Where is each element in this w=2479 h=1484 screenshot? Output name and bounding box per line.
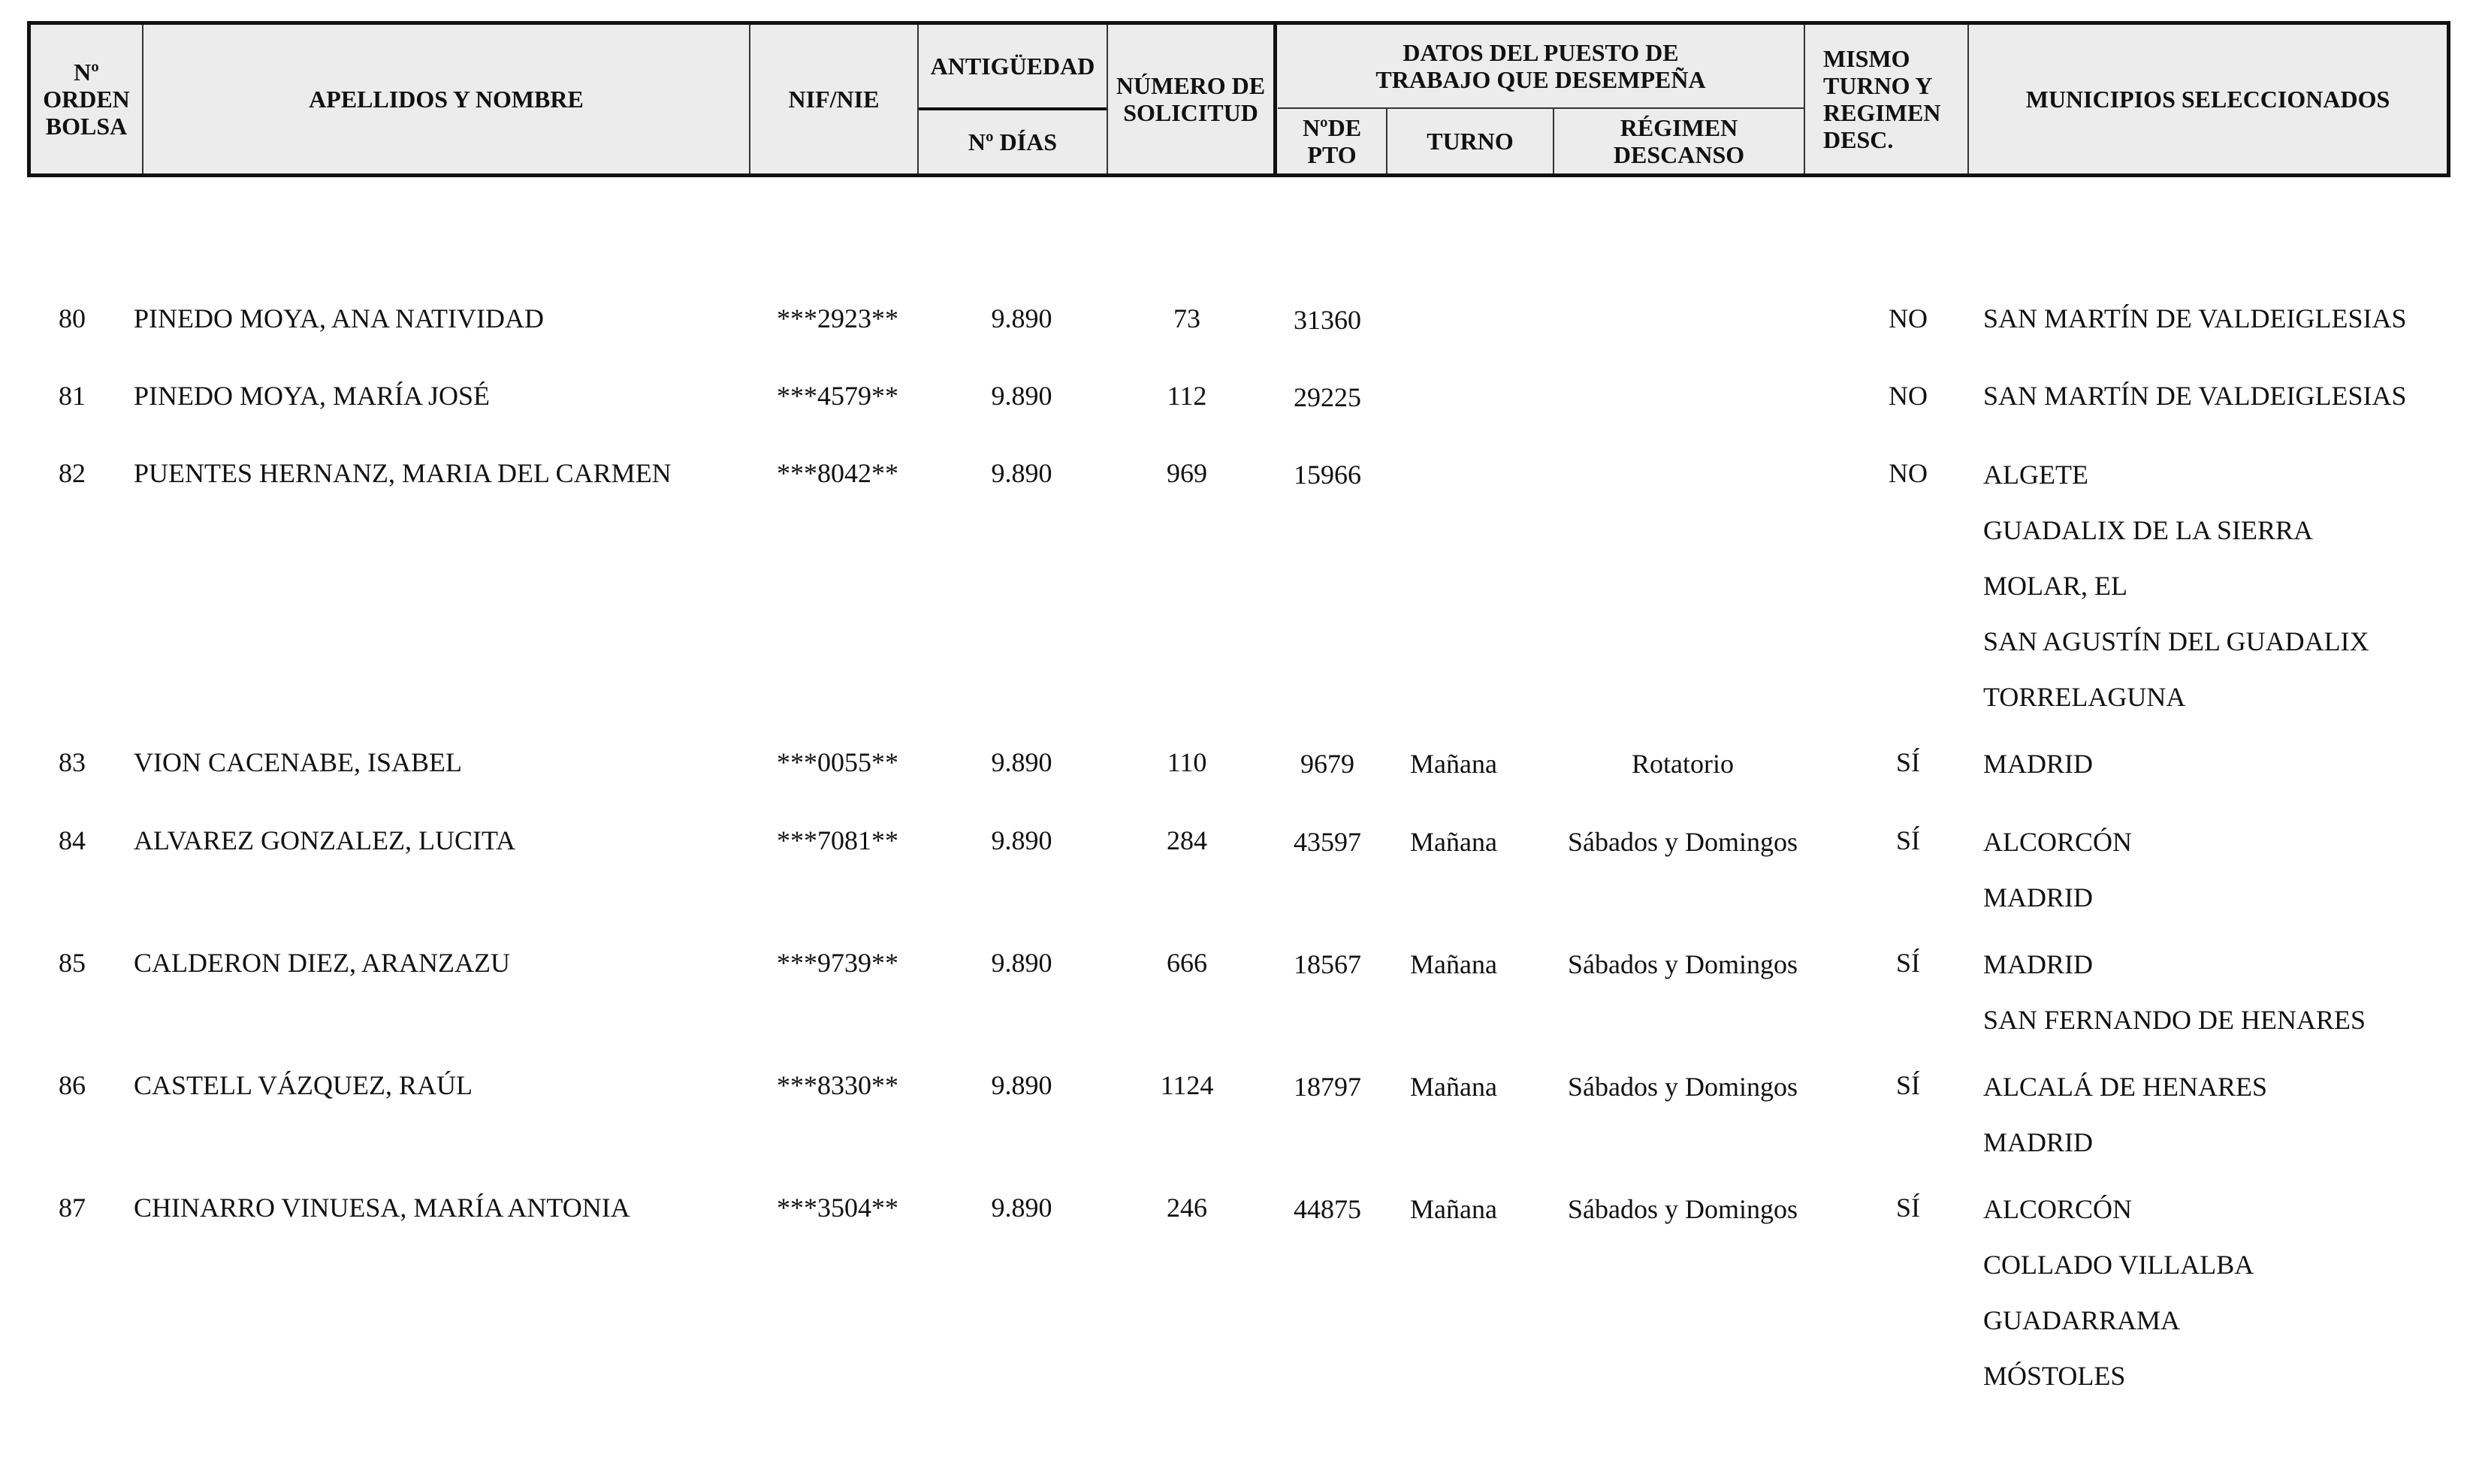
name-cell: PINEDO MOYA, MARÍA JOSÉ	[134, 381, 491, 411]
orden-cell: 87	[59, 1193, 86, 1223]
municipio-item: COLLADO VILLALBA	[1983, 1250, 2254, 1280]
municipio-item: ALCALÁ DE HENARES	[1983, 1072, 2267, 1102]
municipio-item: SAN MARTÍN DE VALDEIGLESIAS	[1983, 381, 2407, 411]
header-antiguedad: ANTIGÜEDAD	[930, 53, 1095, 80]
header-datos-puesto: DATOS DEL PUESTO DE TRABAJO QUE DESEMPEÑA	[1375, 39, 1706, 93]
municipio-item: ALCORCÓN	[1983, 827, 2133, 857]
name-cell: CHINARRO VINUESA, MARÍA ANTONIA	[134, 1193, 630, 1223]
table-header	[27, 21, 2450, 177]
municipio-item: GUADARRAMA	[1983, 1305, 2181, 1335]
nif-cell: ***0055**	[777, 747, 898, 777]
nif-cell: ***4579**	[777, 381, 898, 411]
orden-cell: 83	[59, 747, 86, 777]
regimen-cell: Rotatorio	[1632, 749, 1734, 779]
pto-cell: 18567	[1294, 949, 1361, 979]
solicitud-cell: 284	[1167, 825, 1207, 855]
municipios-cell	[1983, 1194, 2254, 1416]
orden-cell: 84	[59, 825, 86, 855]
pto-cell: 18797	[1294, 1072, 1361, 1102]
solicitud-cell: 1124	[1160, 1070, 1214, 1100]
turno-cell: Mañana	[1410, 1072, 1497, 1102]
mismo-turno-cell: NO	[1889, 381, 1928, 411]
header-dias: Nº DÍAS	[968, 128, 1058, 155]
dias-cell: 9.890	[991, 303, 1052, 333]
nif-cell: ***9739**	[777, 948, 898, 978]
name-cell: VION CACENABE, ISABEL	[134, 747, 462, 777]
dias-cell: 9.890	[991, 825, 1052, 855]
turno-cell: Mañana	[1410, 827, 1497, 857]
mismo-turno-cell: SÍ	[1895, 1070, 1920, 1100]
header-nif: NIF/NIE	[788, 86, 880, 113]
municipio-item: MOLAR, EL	[1983, 571, 2127, 601]
turno-cell: Mañana	[1410, 749, 1497, 779]
nif-cell: ***8330**	[777, 1070, 898, 1100]
orden-cell: 82	[59, 458, 86, 488]
header-orden: Nº ORDEN BOLSA	[43, 59, 130, 140]
municipio-item: SAN AGUSTÍN DEL GUADALIX	[1983, 626, 2369, 656]
municipio-item: MADRID	[1983, 949, 2094, 979]
turno-cell: Mañana	[1410, 1194, 1497, 1224]
solicitud-cell: 246	[1167, 1193, 1207, 1223]
municipios-cell	[1983, 460, 2369, 737]
municipio-item: MADRID	[1983, 749, 2094, 779]
mismo-turno-cell: NO	[1889, 458, 1928, 488]
turno-cell: Mañana	[1410, 949, 1497, 979]
municipios-cell	[1983, 749, 2093, 804]
municipios-cell	[1983, 303, 2407, 359]
solicitud-cell: 112	[1167, 381, 1207, 411]
dias-cell: 9.890	[991, 948, 1052, 978]
municipios-cell	[1983, 1072, 2267, 1183]
orden-cell: 81	[59, 381, 86, 411]
header-municipios: MUNICIPIOS SELECCIONADOS	[2025, 86, 2390, 113]
nif-cell: ***8042**	[777, 458, 898, 488]
mismo-turno-cell: SÍ	[1895, 1193, 1920, 1223]
name-cell: PUENTES HERNANZ, MARIA DEL CARMEN	[134, 458, 672, 488]
municipio-item: TORRELAGUNA	[1983, 682, 2186, 712]
solicitud-cell: 73	[1173, 303, 1200, 333]
header-turno: TURNO	[1427, 128, 1514, 155]
dias-cell: 9.890	[991, 1193, 1052, 1223]
header-solicitud: NÚMERO DE SOLICITUD	[1116, 72, 1266, 126]
nif-cell: ***3504**	[777, 1193, 898, 1223]
municipio-item: ALGETE	[1983, 460, 2088, 490]
municipio-item: GUADALIX DE LA SIERRA	[1983, 515, 2313, 545]
orden-cell: 80	[59, 303, 86, 333]
name-cell: ALVAREZ GONZALEZ, LUCITA	[134, 825, 516, 855]
dias-cell: 9.890	[991, 1070, 1052, 1100]
regimen-cell: Sábados y Domingos	[1568, 827, 1798, 857]
municipio-item: MÓSTOLES	[1983, 1361, 2126, 1391]
regimen-cell: Sábados y Domingos	[1568, 949, 1798, 979]
header-pto: NºDE PTO	[1302, 114, 1362, 168]
municipios-cell	[1983, 827, 2132, 938]
municipio-item: SAN MARTÍN DE VALDEIGLESIAS	[1983, 303, 2407, 333]
dias-cell: 9.890	[991, 747, 1052, 777]
solicitud-cell: 110	[1167, 747, 1207, 777]
pto-cell: 43597	[1294, 827, 1361, 857]
municipio-item: MADRID	[1983, 1127, 2094, 1157]
municipio-item: MADRID	[1983, 882, 2094, 912]
municipio-item: SAN FERNANDO DE HENARES	[1983, 1005, 2366, 1035]
orden-cell: 85	[59, 948, 86, 978]
solicitud-cell: 969	[1167, 458, 1207, 488]
pto-cell: 44875	[1294, 1194, 1361, 1224]
pto-cell: 15966	[1294, 460, 1361, 490]
header-mismo-turno: MISMO TURNO Y REGIMEN DESC.	[1823, 45, 1941, 153]
mismo-turno-cell: SÍ	[1895, 948, 1920, 978]
pto-cell: 29225	[1294, 382, 1361, 412]
orden-cell: 86	[59, 1070, 86, 1100]
municipios-cell	[1983, 381, 2407, 436]
solicitud-cell: 666	[1167, 948, 1207, 978]
municipios-cell	[1983, 949, 2366, 1060]
regimen-cell: Sábados y Domingos	[1568, 1072, 1798, 1102]
nif-cell: ***2923**	[777, 303, 898, 333]
municipio-item: ALCORCÓN	[1983, 1194, 2133, 1224]
pto-cell: 31360	[1294, 305, 1361, 335]
pto-cell: 9679	[1300, 749, 1354, 779]
mismo-turno-cell: NO	[1889, 303, 1928, 333]
dias-cell: 9.890	[991, 458, 1052, 488]
header-nombre: APELLIDOS Y NOMBRE	[309, 86, 584, 113]
dias-cell: 9.890	[991, 381, 1052, 411]
mismo-turno-cell: SÍ	[1895, 825, 1920, 855]
name-cell: CASTELL VÁZQUEZ, RAÚL	[134, 1070, 473, 1100]
regimen-cell: Sábados y Domingos	[1568, 1194, 1798, 1224]
header-regimen: RÉGIMEN DESCANSO	[1613, 114, 1745, 168]
mismo-turno-cell: SÍ	[1895, 747, 1920, 777]
nif-cell: ***7081**	[777, 825, 898, 855]
name-cell: PINEDO MOYA, ANA NATIVIDAD	[134, 303, 544, 333]
name-cell: CALDERON DIEZ, ARANZAZU	[134, 948, 510, 978]
